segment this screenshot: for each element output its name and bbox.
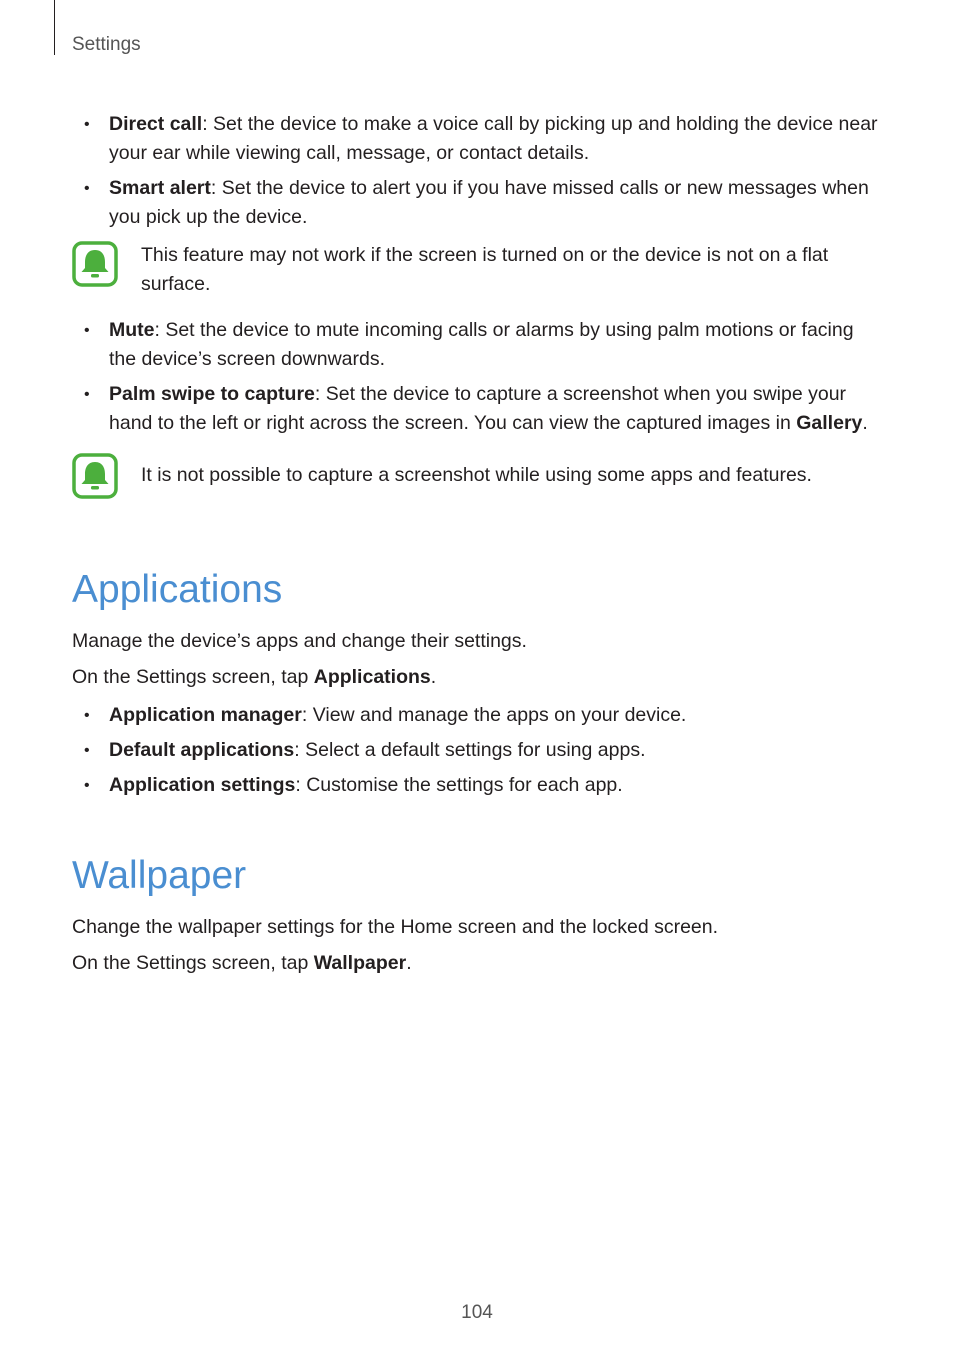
bell-note-icon [72,241,118,287]
applications-tap-instruction [72,663,436,692]
desc-mute: : Set the device to mute incoming calls or alarms by using palm motions or facing the device’s screen downwards. [109,319,854,370]
tap-end: . [406,952,412,974]
term-gallery: Gallery [796,412,863,434]
wallpaper-intro: Change the wallpaper settings for the Home screen and the locked screen. [72,916,719,938]
tap-term-wallpaper: Wallpaper [313,952,407,974]
bullet: • [84,180,90,197]
list-item-application-settings [72,771,882,800]
desc-application-settings: : Customise the settings for each app. [295,774,623,796]
bullet: • [84,777,90,794]
tap-term-applications: Applications [313,666,431,688]
page-margin-rule [54,0,55,55]
bullet: • [84,386,90,403]
list-item-mute [72,316,882,374]
list-item-direct-call [72,110,882,168]
note-flat-surface [72,241,872,299]
term-application-settings: Application settings [109,774,296,796]
tap-end: . [430,666,437,688]
bullet: • [84,116,90,133]
desc-application-manager: : View and manage the apps on your device. [301,704,687,726]
term-application-manager: Application manager [109,704,302,726]
term-direct-call: Direct call [109,113,203,135]
motion-options-list-2 [72,316,882,444]
desc-default-applications: : Select a default settings for using apps. [294,739,646,761]
desc-smart-alert: : Set the device to alert you if you have missed calls or new messages when you pick up the device. [109,177,869,228]
bell-note-icon [72,453,118,499]
note-text: It is not possible to capture a screenshot while using some apps and features. [141,464,812,486]
motion-options-list-1 [72,110,882,238]
list-item-application-manager [72,701,882,730]
list-item-palm-swipe [72,380,882,438]
list-item-default-applications [72,736,882,765]
bullet: • [84,322,90,339]
bullet: • [84,742,90,759]
desc-end: . [862,412,868,434]
page-number: 104 [461,1302,493,1323]
applications-intro: Manage the device’s apps and change their settings. [72,630,527,652]
applications-options-list [72,701,882,806]
term-mute: Mute [109,319,155,341]
section-title-applications: Applications [72,568,283,611]
note-screenshot [72,453,872,490]
term-palm-swipe: Palm swipe to capture [109,383,315,405]
tap-prefix: On the Settings screen, tap [72,952,314,974]
wallpaper-tap-instruction [72,949,412,978]
tap-prefix: On the Settings screen, tap [72,666,314,688]
note-text: This feature may not work if the screen is turned on or the device is not on a flat surface. [141,244,829,295]
section-title-wallpaper: Wallpaper [72,854,247,897]
list-item-smart-alert [72,174,882,232]
desc-direct-call: : Set the device to make a voice call by picking up and holding the device near your ear while viewing call, message, or contact details. [109,113,878,164]
term-default-applications: Default applications [109,739,295,761]
bullet: • [84,707,90,724]
page-header: Settings [72,34,141,55]
desc-palm-swipe: : Set the device to capture a screenshot when you swipe your hand to the left or right across the screen. You can view the captured images in [109,383,847,434]
term-smart-alert: Smart alert [109,177,211,199]
